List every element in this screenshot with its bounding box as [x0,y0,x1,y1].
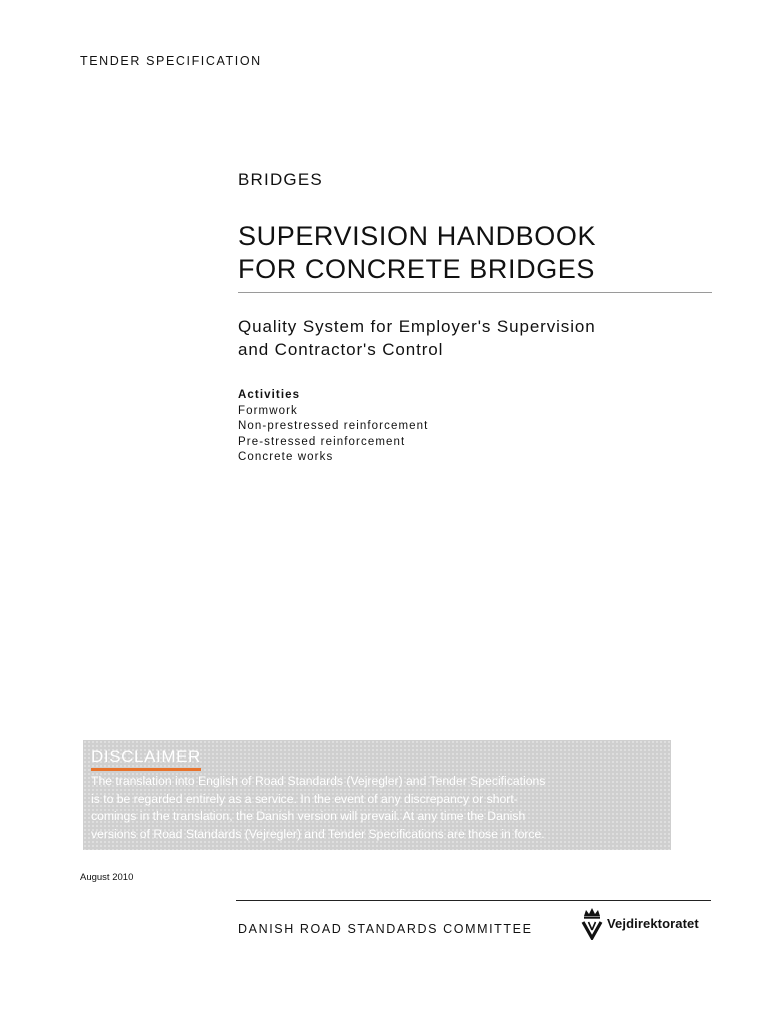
committee-name: DANISH ROAD STANDARDS COMMITTEE [238,922,533,936]
subtitle-line: Quality System for Employer's Supervision [238,317,596,336]
disclaimer-line: versions of Road Standards (Vejregler) and Tender Specifications are those in force. [91,826,545,841]
activity-item: Formwork [238,404,298,417]
publication-date: August 2010 [80,872,134,883]
section-label: BRIDGES [238,170,323,189]
document-type-label: TENDER SPECIFICATION [80,54,262,68]
disclaimer-line: is to be regarded entirely as a service. In the event of any discrepancy or short- [91,791,518,806]
title-divider [238,292,712,293]
disclaimer-line: The translation into English of Road Standards (Vejregler) and Tender Specifications [91,774,546,788]
disclaimer-title: DISCLAIMER [91,746,201,771]
subtitle-line: and Contractor's Control [238,340,444,359]
title-line: FOR CONCRETE BRIDGES [238,254,596,284]
footer-divider [236,900,711,901]
activity-item: Pre-stressed reinforcement [238,435,406,448]
logo-wordmark: Vejdirektoratet [607,915,699,931]
title-line: SUPERVISION HANDBOOK [238,221,597,251]
activities-block [238,388,428,466]
activities-heading: Activities [238,389,301,401]
disclaimer-line: comings in the translation, the Danish version will prevail. At any time the Danish [91,809,526,823]
document-subtitle [238,315,596,361]
disclaimer-text [91,773,663,843]
vejdirektoratet-logo [580,906,699,940]
disclaimer-box [83,740,671,850]
activity-item: Non-prestressed reinforcement [238,420,429,432]
activity-item: Concrete works [238,451,334,463]
activities-list [238,404,428,466]
document-title [238,220,596,286]
crown-road-icon [580,906,604,940]
